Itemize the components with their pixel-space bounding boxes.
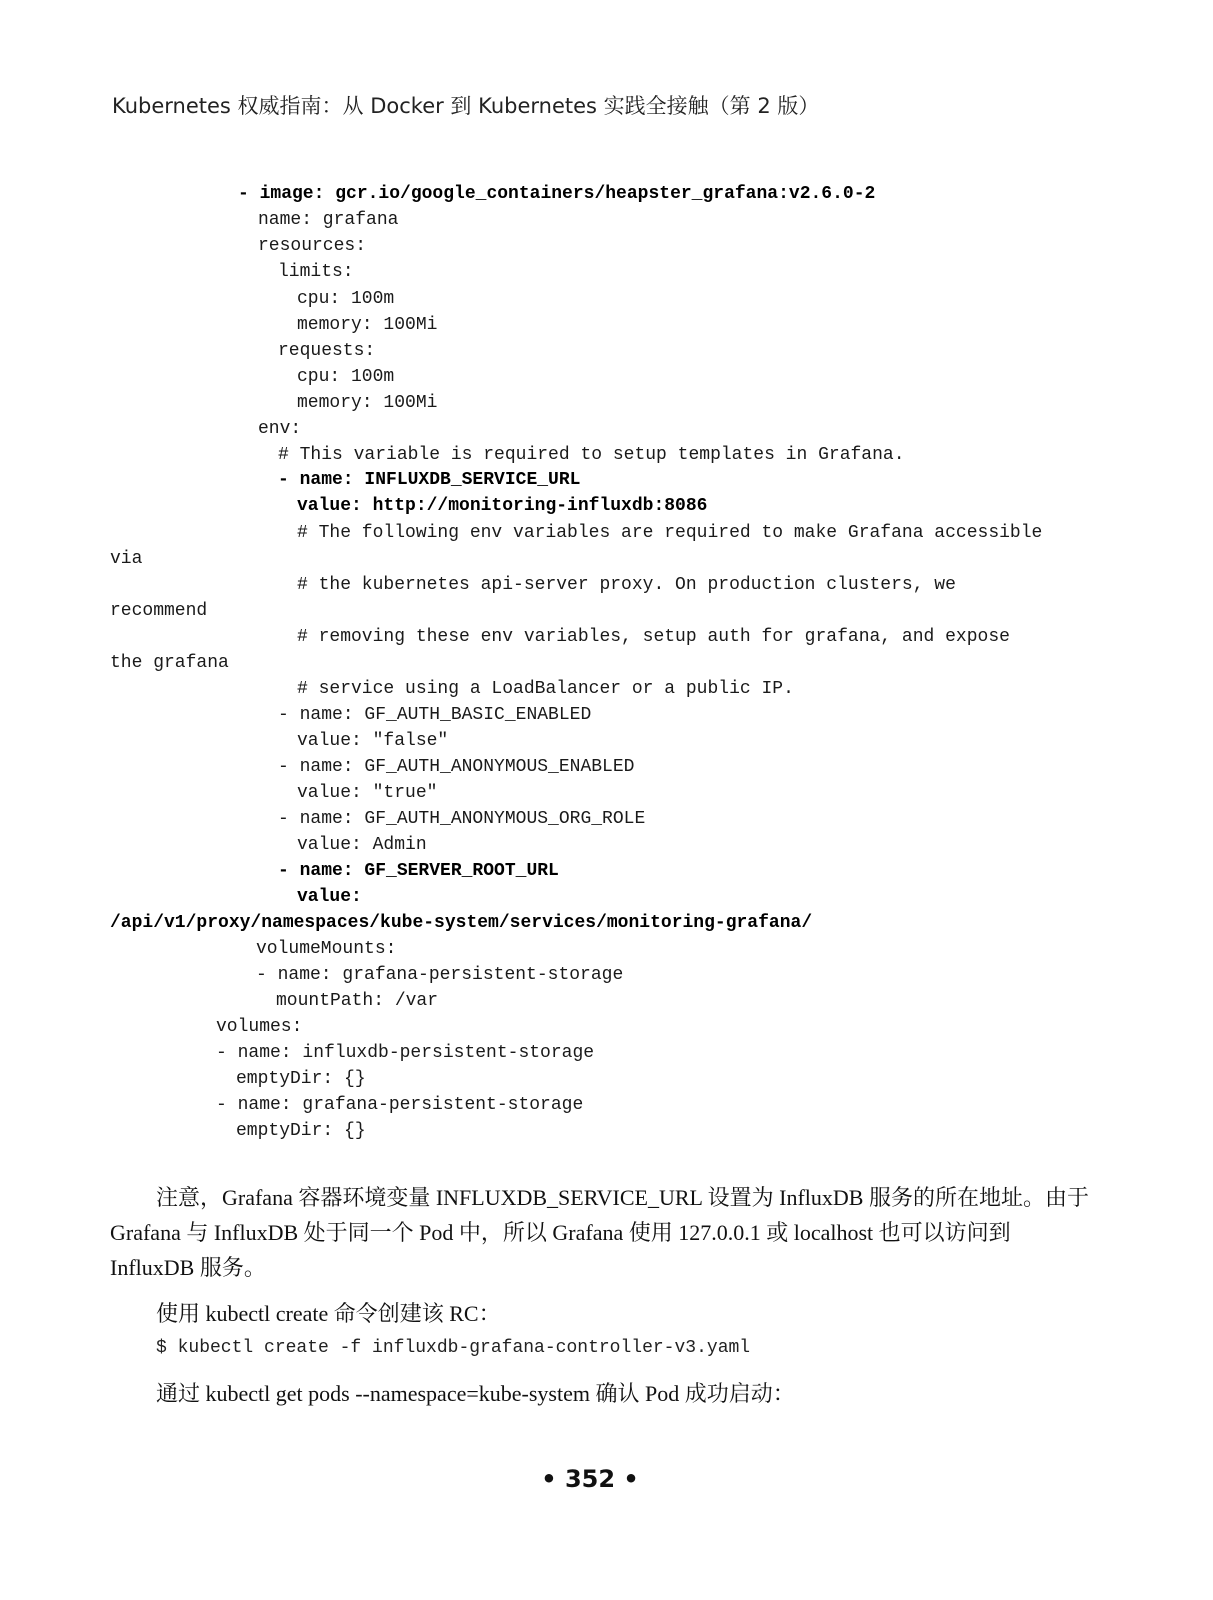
code-line: cpu: 100m (297, 367, 395, 387)
code-line: memory: 100Mi (297, 315, 438, 335)
code-line: mountPath: /var (276, 991, 439, 1011)
code-line: name: grafana (258, 210, 399, 230)
code-line: value: "false" (297, 731, 449, 751)
code-line: - name: GF_AUTH_BASIC_ENABLED (278, 705, 592, 725)
page-number: • 352 • (541, 1465, 639, 1493)
code-line: - image: gcr.io/google_containers/heapster_grafana:v2.6.0-2 (238, 184, 876, 204)
code-line: requests: (278, 341, 376, 361)
code-comment-wrap: via (110, 549, 143, 569)
code-line: env: (258, 419, 302, 439)
code-line: cpu: 100m (297, 289, 395, 309)
code-line: value: http://monitoring-influxdb:8086 (297, 496, 708, 516)
code-line: memory: 100Mi (297, 393, 438, 413)
running-header: Kubernetes 权威指南：从 Docker 到 Kubernetes 实践全接触（第 2 版） (112, 94, 820, 118)
code-line: volumes: (216, 1017, 303, 1037)
code-comment-wrap: the grafana (110, 653, 229, 673)
code-comment: # This variable is required to setup templates in Grafana. (278, 445, 905, 465)
code-line: - name: GF_AUTH_ANONYMOUS_ORG_ROLE (278, 809, 646, 829)
code-comment-wrap: recommend (110, 601, 208, 621)
code-line: value: "true" (297, 783, 438, 803)
code-line: - name: grafana-persistent-storage (256, 965, 624, 985)
code-comment: # service using a LoadBalancer or a public IP. (297, 679, 794, 699)
body-paragraph: 注意，Grafana 容器环境变量 INFLUXDB_SERVICE_URL 设置为 InfluxDB 服务的所在地址。由于 Grafana 与 InfluxDB 处于同一个 Pod 中，所以 Grafana 使用 127.0.0.1 或 localhost 也可以访问到 InfluxDB 服务。 (110, 1185, 1089, 1280)
code-line: value: Admin (297, 835, 427, 855)
code-line: emptyDir: {} (236, 1121, 366, 1141)
code-line: limits: (278, 262, 354, 282)
code-line: - name: GF_SERVER_ROOT_URL (278, 861, 559, 881)
body-paragraph: 通过 kubectl get pods --namespace=kube-system 确认 Pod 成功启动： (156, 1381, 795, 1406)
code-comment: # the kubernetes api-server proxy. On production clusters, we (297, 575, 956, 595)
code-line: - name: influxdb-persistent-storage (216, 1043, 595, 1063)
code-line: - name: INFLUXDB_SERVICE_URL (278, 470, 581, 490)
body-paragraph: 使用 kubectl create 命令创建该 RC： (156, 1301, 501, 1326)
code-comment: # removing these env variables, setup auth for grafana, and expose (297, 627, 1010, 647)
code-comment: # The following env variables are required to make Grafana accessible (297, 523, 1043, 543)
code-line: - name: GF_AUTH_ANONYMOUS_ENABLED (278, 757, 635, 777)
code-line-wrap: /api/v1/proxy/namespaces/kube-system/services/monitoring-grafana/ (110, 913, 813, 933)
code-line: resources: (258, 236, 367, 256)
code-line: value: (297, 887, 362, 907)
code-line: emptyDir: {} (236, 1069, 366, 1089)
command-line: $ kubectl create -f influxdb-grafana-controller-v3.yaml (156, 1338, 751, 1358)
code-line: - name: grafana-persistent-storage (216, 1095, 584, 1115)
code-line: volumeMounts: (256, 939, 397, 959)
